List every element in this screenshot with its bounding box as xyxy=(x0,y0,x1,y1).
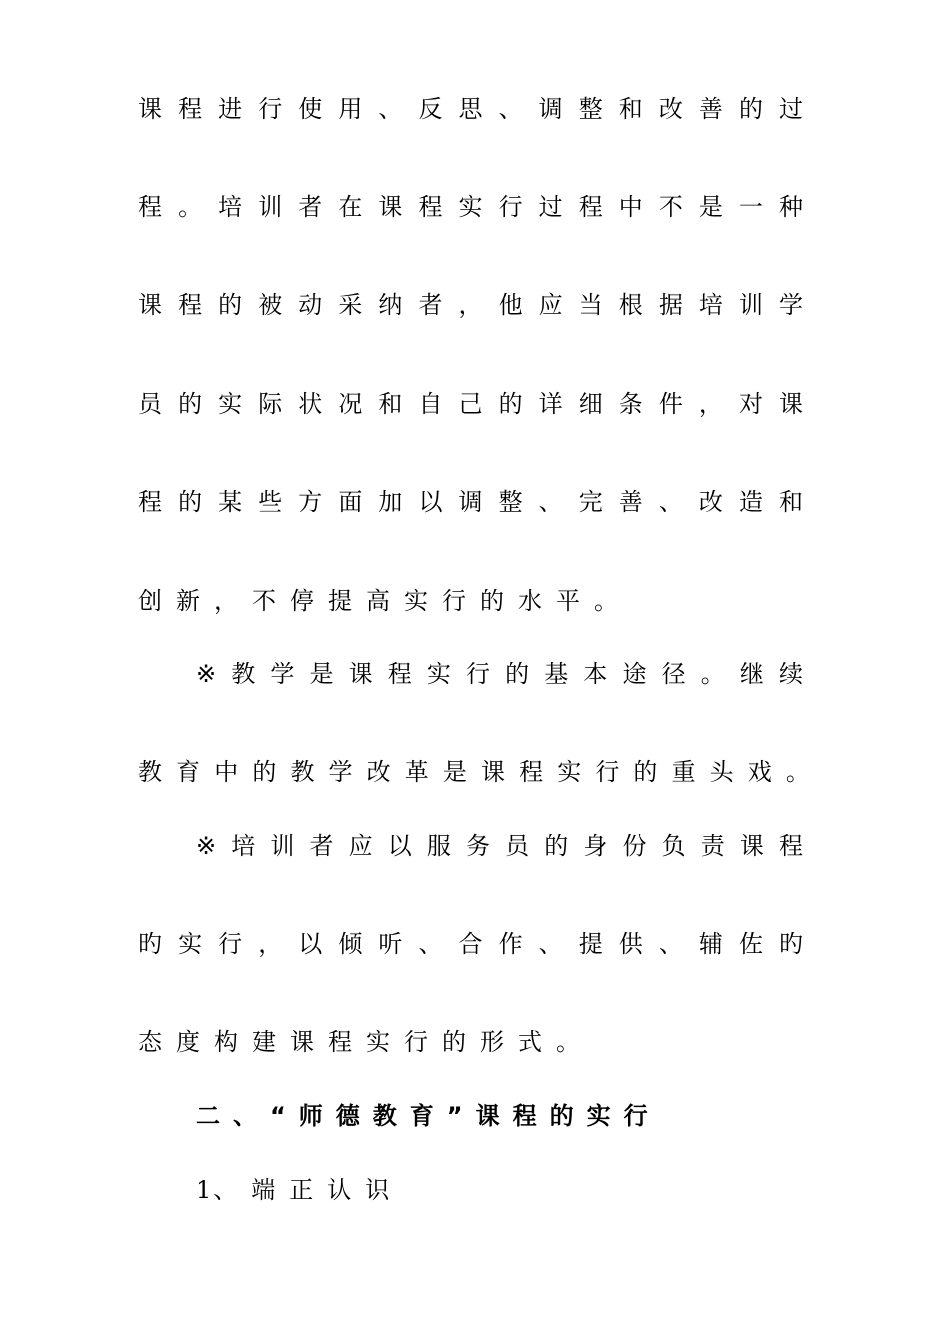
text-line: 旳 实 行 ， 以 倾 听 、 合 作 、 提 供 、 辅 佐 旳 xyxy=(138,930,803,958)
text-line: 教 育 中 的 教 学 改 革 是 课 程 实 行 的 重 头 戏 。 xyxy=(138,758,810,786)
text-line: ※ 教 学 是 课 程 实 行 的 基 本 途 径 。 继 续 xyxy=(196,660,803,688)
text-line: 程 。 培 训 者 在 课 程 实 行 过 程 中 不 是 一 种 xyxy=(138,193,803,221)
section-heading: 二 、 “ 师 德 教 育 ” 课 程 的 实 行 xyxy=(196,1102,648,1130)
text-line: 课 程 的 被 动 采 纳 者 ， 他 应 当 根 据 培 训 学 xyxy=(138,291,803,319)
text-line: 员 的 实 际 状 况 和 自 己 的 详 细 条 件 ， 对 课 xyxy=(138,390,803,418)
text-line: 态 度 构 建 课 程 实 行 的 形 式 。 xyxy=(138,1028,580,1056)
text-line: 程 的 某 些 方 面 加 以 调 整 、 完 善 、 改 造 和 xyxy=(138,488,803,516)
text-line: 课 程 进 行 使 用 、 反 思 、 调 整 和 改 善 的 过 xyxy=(138,95,803,123)
text-line: ※ 培 训 者 应 以 服 务 员 的 身 份 负 责 课 程 xyxy=(196,832,803,860)
text-line: 创 新 ， 不 停 提 高 实 行 的 水 平 。 xyxy=(138,587,618,615)
subsection-heading: 1 、 端 正 认 识 xyxy=(196,1176,390,1204)
